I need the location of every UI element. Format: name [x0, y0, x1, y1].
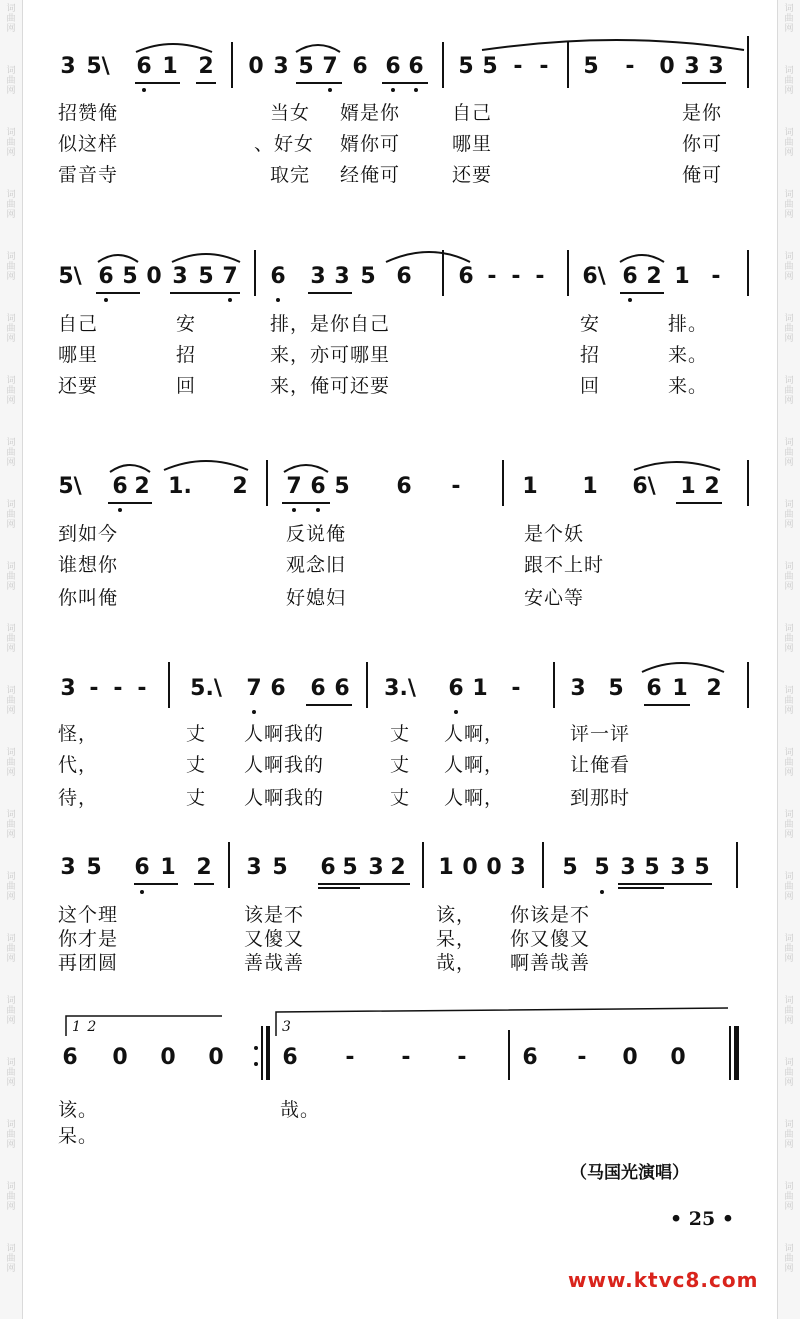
note: 5\	[86, 54, 110, 79]
note: 6	[408, 54, 424, 79]
note: 2	[704, 474, 720, 499]
note: 0	[112, 1045, 128, 1070]
note: -	[625, 54, 635, 79]
lyric: 安心等	[524, 587, 585, 609]
note: -	[401, 1045, 411, 1070]
note: 5	[583, 54, 599, 79]
lyric: 丈	[186, 754, 207, 776]
note: -	[345, 1045, 355, 1070]
watermark-text: 词 曲 网	[784, 66, 794, 96]
lyric: 俺可	[682, 164, 723, 186]
note: 6	[396, 264, 412, 289]
note: 0	[670, 1045, 686, 1070]
note: 6	[62, 1045, 78, 1070]
note: 3	[684, 54, 700, 79]
note: -	[451, 474, 461, 499]
lyric: 代，	[58, 754, 99, 776]
lyric: 似这样	[58, 133, 119, 155]
watermark-text: 词 曲 网	[6, 4, 16, 34]
note: 5	[298, 54, 314, 79]
watermark-text: 词 曲 网	[6, 500, 16, 530]
note: 6	[522, 1045, 538, 1070]
note: -	[113, 676, 123, 701]
note: 1	[582, 474, 598, 499]
note: 3	[368, 855, 384, 880]
lyric: 招	[580, 344, 601, 366]
watermark-text: 词 曲 网	[784, 1058, 794, 1088]
note: 2	[232, 474, 248, 499]
note: 1	[674, 264, 690, 289]
lyric: 是个妖	[524, 523, 585, 545]
lyric: 来。	[668, 375, 709, 397]
lyric: 怪，	[58, 723, 99, 745]
note: 6	[310, 676, 326, 701]
note: 6	[448, 676, 464, 701]
lyric: 还要	[58, 375, 99, 397]
watermark-text: 词 曲 网	[6, 1058, 16, 1088]
lyric: 当女	[270, 102, 311, 124]
lyric: 取完	[270, 164, 311, 186]
watermark-text: 词 曲 网	[6, 1182, 16, 1212]
watermark-text: 词 曲 网	[6, 438, 16, 468]
lyric: 招	[176, 344, 197, 366]
lyric: 、好女	[254, 133, 315, 155]
lyric: 丈	[186, 723, 207, 745]
watermark-text: 词 曲 网	[784, 128, 794, 158]
lyric: 呆。	[58, 1125, 99, 1147]
note: 6	[270, 264, 286, 289]
watermark-text: 词 曲 网	[784, 686, 794, 716]
note: 6	[270, 676, 286, 701]
lyric: 丈	[390, 787, 411, 809]
lyric: 谁想你	[58, 554, 119, 576]
lyric: 你才是	[58, 928, 119, 950]
note: 0	[160, 1045, 176, 1070]
note: 6	[396, 474, 412, 499]
note: 5.\	[190, 676, 222, 701]
watermark-text: 词 曲 网	[6, 128, 16, 158]
note: -	[457, 1045, 467, 1070]
watermark-text: 词 曲 网	[784, 4, 794, 34]
note: -	[535, 264, 545, 289]
watermark-text: 词 曲 网	[784, 252, 794, 282]
note: 6\	[632, 474, 656, 499]
note: -	[487, 264, 497, 289]
lyric: 回	[580, 375, 601, 397]
note: 3	[273, 54, 289, 79]
note: 7	[286, 474, 302, 499]
volta-1-label: 1 2	[72, 1019, 98, 1035]
lyric: 安	[176, 313, 197, 335]
note: 5	[482, 54, 498, 79]
note: 5	[458, 54, 474, 79]
note: 1.	[168, 474, 192, 499]
note: 5	[342, 855, 358, 880]
lyric: 该是不	[244, 904, 305, 926]
watermark-text: 词 曲 网	[6, 996, 16, 1026]
lyric: 观念旧	[286, 554, 347, 576]
lyric: 招赞俺	[58, 102, 119, 124]
lyric: 来，俺可还要	[270, 375, 391, 397]
lyric: 你可	[682, 133, 723, 155]
watermark-text: 词 曲 网	[6, 872, 16, 902]
lyric: 你又傻又	[510, 928, 591, 950]
note: 3.\	[384, 676, 416, 701]
lyrics-verse-2	[0, 1123, 800, 1149]
lyric: 还要	[452, 164, 493, 186]
lyric: 人啊，	[444, 754, 505, 776]
lyric: 来。	[668, 344, 709, 366]
performer-credit: （马国光演唱）	[570, 1163, 689, 1183]
lyrics-verse-1	[0, 1097, 800, 1123]
lyric: 排，是你自己	[270, 313, 391, 335]
note: 5	[198, 264, 214, 289]
watermark-text: 词 曲 网	[784, 934, 794, 964]
note: 6	[334, 676, 350, 701]
lyric: 经俺可	[340, 164, 401, 186]
note: -	[137, 676, 147, 701]
note: 3	[620, 855, 636, 880]
lyric: 好媳妇	[286, 587, 347, 609]
note: 6	[385, 54, 401, 79]
watermark-text: 词 曲 网	[784, 872, 794, 902]
note: 2	[390, 855, 406, 880]
watermark-text: 词 曲 网	[784, 500, 794, 530]
note: 1	[438, 855, 454, 880]
lyric: 又傻又	[244, 928, 305, 950]
watermark-text: 词 曲 网	[784, 748, 794, 778]
note: 3	[708, 54, 724, 79]
lyric: 你叫俺	[58, 587, 119, 609]
watermark-text: 词 曲 网	[6, 810, 16, 840]
lyric: 该，	[436, 904, 477, 926]
lyric: 来，亦可哪里	[270, 344, 391, 366]
watermark-text: 词 曲 网	[784, 376, 794, 406]
note: 1	[680, 474, 696, 499]
lyric: 善哉善	[244, 952, 305, 974]
note: -	[89, 676, 99, 701]
note: 6	[136, 54, 152, 79]
watermark-text: 词 曲 网	[784, 314, 794, 344]
note: 6\	[582, 264, 606, 289]
lyric: 人啊，	[444, 787, 505, 809]
lyric: 到那时	[570, 787, 631, 809]
note: 5	[562, 855, 578, 880]
lyric: 排。	[668, 313, 709, 335]
watermark-text: 词 曲 网	[6, 252, 16, 282]
lyric: 丈	[390, 723, 411, 745]
note: 5	[694, 855, 710, 880]
note: 5	[272, 855, 288, 880]
lyric: 人啊我的	[244, 787, 325, 809]
note: -	[511, 264, 521, 289]
note: -	[577, 1045, 587, 1070]
page-number: • 25 •	[670, 1208, 734, 1230]
lyric: 啊善哉善	[510, 952, 591, 974]
lyric: 丈	[390, 754, 411, 776]
watermark-text: 词 曲 网	[784, 624, 794, 654]
lyric: 是你	[682, 102, 723, 124]
note: 6	[320, 855, 336, 880]
lyric: 哉。	[280, 1099, 321, 1121]
note: -	[511, 676, 521, 701]
volta-2-label: 3	[282, 1019, 292, 1035]
lyric: 这个理	[58, 904, 119, 926]
note: 2	[198, 54, 214, 79]
note: 5	[644, 855, 660, 880]
note: 1	[160, 855, 176, 880]
lyric: 回	[176, 375, 197, 397]
note: 3	[60, 855, 76, 880]
site-watermark: www.ktvc8.com	[568, 1268, 759, 1292]
note: 5\	[58, 474, 82, 499]
lyric: 跟不上时	[524, 554, 605, 576]
watermark-text: 词 曲 网	[784, 810, 794, 840]
lyric: 到如今	[58, 523, 119, 545]
note: 3	[510, 855, 526, 880]
watermark-text: 词 曲 网	[784, 190, 794, 220]
watermark-text: 词 曲 网	[784, 1120, 794, 1150]
lyric: 让俺看	[570, 754, 631, 776]
lyric: 哪里	[452, 133, 493, 155]
lyric: 自己	[452, 102, 493, 124]
note: 3	[60, 676, 76, 701]
note: 0	[208, 1045, 224, 1070]
lyric: 该。	[58, 1099, 99, 1121]
note: 5	[594, 855, 610, 880]
lyric: 哉，	[436, 952, 477, 974]
lyric: 待，	[58, 787, 99, 809]
note: 2	[706, 676, 722, 701]
watermark-text: 词 曲 网	[6, 748, 16, 778]
watermark-text: 词 曲 网	[6, 686, 16, 716]
note: -	[513, 54, 523, 79]
lyric: 婿你可	[340, 133, 401, 155]
note: 5	[608, 676, 624, 701]
note: 0	[659, 54, 675, 79]
note: -	[711, 264, 721, 289]
watermark-text: 词 曲 网	[784, 1244, 794, 1274]
watermark-text: 词 曲 网	[784, 438, 794, 468]
watermark-text: 词 曲 网	[6, 376, 16, 406]
note: 0	[486, 855, 502, 880]
note: 3	[310, 264, 326, 289]
lyric: 反说俺	[286, 523, 347, 545]
note: 3	[570, 676, 586, 701]
note: 5	[122, 264, 138, 289]
lyric: 人啊，	[444, 723, 505, 745]
watermark-text: 词 曲 网	[6, 190, 16, 220]
watermark-text: 词 曲 网	[6, 1244, 16, 1274]
note: 2	[646, 264, 662, 289]
lyric: 自己	[58, 313, 99, 335]
watermark-text: 词 曲 网	[784, 1182, 794, 1212]
note: 7	[322, 54, 338, 79]
lyric: 评一评	[570, 723, 631, 745]
lyric: 你该是不	[510, 904, 591, 926]
note: 6	[622, 264, 638, 289]
note: 3	[246, 855, 262, 880]
lyric: 人啊我的	[244, 754, 325, 776]
note: 2	[196, 855, 212, 880]
lyric: 再团圆	[58, 952, 119, 974]
lyric: 呆，	[436, 928, 477, 950]
note: 6	[282, 1045, 298, 1070]
note: 1	[672, 676, 688, 701]
note: 3	[60, 54, 76, 79]
note: 0	[146, 264, 162, 289]
watermark-text: 词 曲 网	[6, 1120, 16, 1150]
watermark-text: 词 曲 网	[6, 66, 16, 96]
watermark-text: 词 曲 网	[784, 562, 794, 592]
note: 0	[462, 855, 478, 880]
watermark-text: 词 曲 网	[784, 996, 794, 1026]
note: 6	[646, 676, 662, 701]
watermark-text: 词 曲 网	[6, 562, 16, 592]
note: 7	[246, 676, 262, 701]
note: 2	[134, 474, 150, 499]
lyric: 安	[580, 313, 601, 335]
note: 6	[134, 855, 150, 880]
watermark-text: 词 曲 网	[6, 624, 16, 654]
lyric: 丈	[186, 787, 207, 809]
note: 0	[248, 54, 264, 79]
lyric: 婿是你	[340, 102, 401, 124]
note: 3	[670, 855, 686, 880]
note: 6	[98, 264, 114, 289]
note: -	[539, 54, 549, 79]
note: 1	[472, 676, 488, 701]
note: 6	[112, 474, 128, 499]
note: 7	[222, 264, 238, 289]
note: 5	[86, 855, 102, 880]
watermark-text: 词 曲 网	[6, 314, 16, 344]
note: 6	[352, 54, 368, 79]
note: 1	[522, 474, 538, 499]
watermark-text: 词 曲 网	[6, 934, 16, 964]
note: 6	[310, 474, 326, 499]
note: 5	[360, 264, 376, 289]
lyric: 雷音寺	[58, 164, 119, 186]
note: 3	[172, 264, 188, 289]
note: 6	[458, 264, 474, 289]
note: 5	[334, 474, 350, 499]
note: 1	[162, 54, 178, 79]
note: 0	[622, 1045, 638, 1070]
note: 3	[334, 264, 350, 289]
lyric: 人啊我的	[244, 723, 325, 745]
note: 5\	[58, 264, 82, 289]
lyric: 哪里	[58, 344, 99, 366]
